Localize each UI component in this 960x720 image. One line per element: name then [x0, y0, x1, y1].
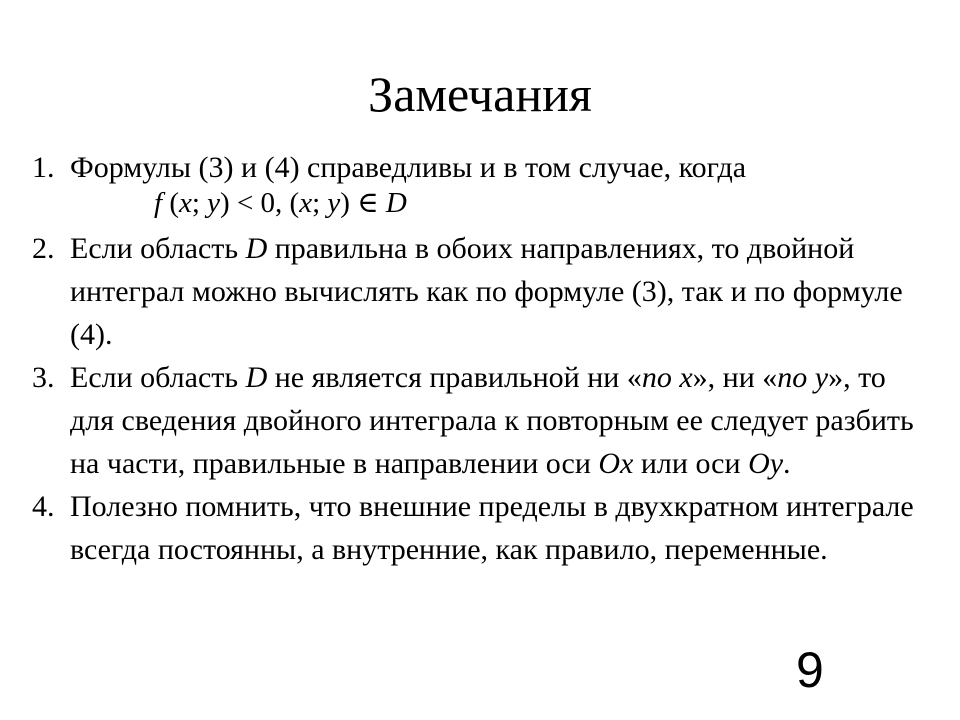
list-item: [32, 485, 932, 571]
formula-f: f: [154, 187, 163, 219]
formula-var-x: x: [299, 187, 313, 219]
remarks-list: [32, 146, 932, 571]
formula-var-x: x: [178, 187, 192, 219]
item-number: 3.: [32, 361, 55, 394]
italic-term: по y: [777, 361, 829, 394]
item-text: Если область: [70, 232, 246, 265]
formula-var-y: y: [327, 187, 341, 219]
formula-condition: [32, 183, 932, 223]
formula-part: ;: [191, 187, 208, 219]
item-text: Полезно помнить, что внешние пределы в двухкратном интеграле всегда постоянны, а внутренние, как правило, переменные.: [70, 490, 914, 566]
page-number: 9: [796, 642, 824, 698]
formula-domain-d: D: [385, 187, 407, 219]
item-body: [70, 485, 932, 571]
item-body: [70, 356, 932, 485]
list-item: [32, 356, 932, 485]
italic-term: по x: [641, 361, 693, 394]
item-number: 4.: [32, 490, 55, 523]
domain-d: D: [245, 361, 268, 394]
item-text: правильна в обоих направлениях, то двойной интеграл можно вычислять как по формуле (3), так и по формуле (4).: [70, 232, 903, 351]
formula-var-y: y: [207, 187, 221, 219]
formula-part: (: [162, 187, 179, 219]
formula-part: ) ∈: [340, 187, 386, 219]
item-text: », ни «: [692, 361, 778, 394]
item-text: .: [783, 447, 791, 480]
domain-d: D: [245, 232, 268, 265]
item-body: [70, 227, 932, 356]
axis-oy: Oy: [748, 447, 784, 480]
item-text: не является правильной ни «: [267, 361, 642, 394]
axis-ox: Ox: [598, 447, 634, 480]
item-text: или оси: [633, 447, 749, 480]
formula-part: ;: [312, 187, 328, 219]
list-item: [32, 227, 932, 356]
slide-title: Замечания: [368, 66, 592, 122]
item-text: Формулы (3) и (4) справедливы и в том случае, когда: [70, 151, 747, 184]
item-text: », то для сведения двойного интеграла к повторным ее следует разбить на части, правильные в направлении оси: [70, 361, 914, 480]
item-number: 1.: [32, 151, 55, 184]
formula-part: ) < 0, (: [220, 187, 300, 219]
item-number: 2.: [32, 232, 55, 265]
item-text: Если область: [70, 361, 246, 394]
